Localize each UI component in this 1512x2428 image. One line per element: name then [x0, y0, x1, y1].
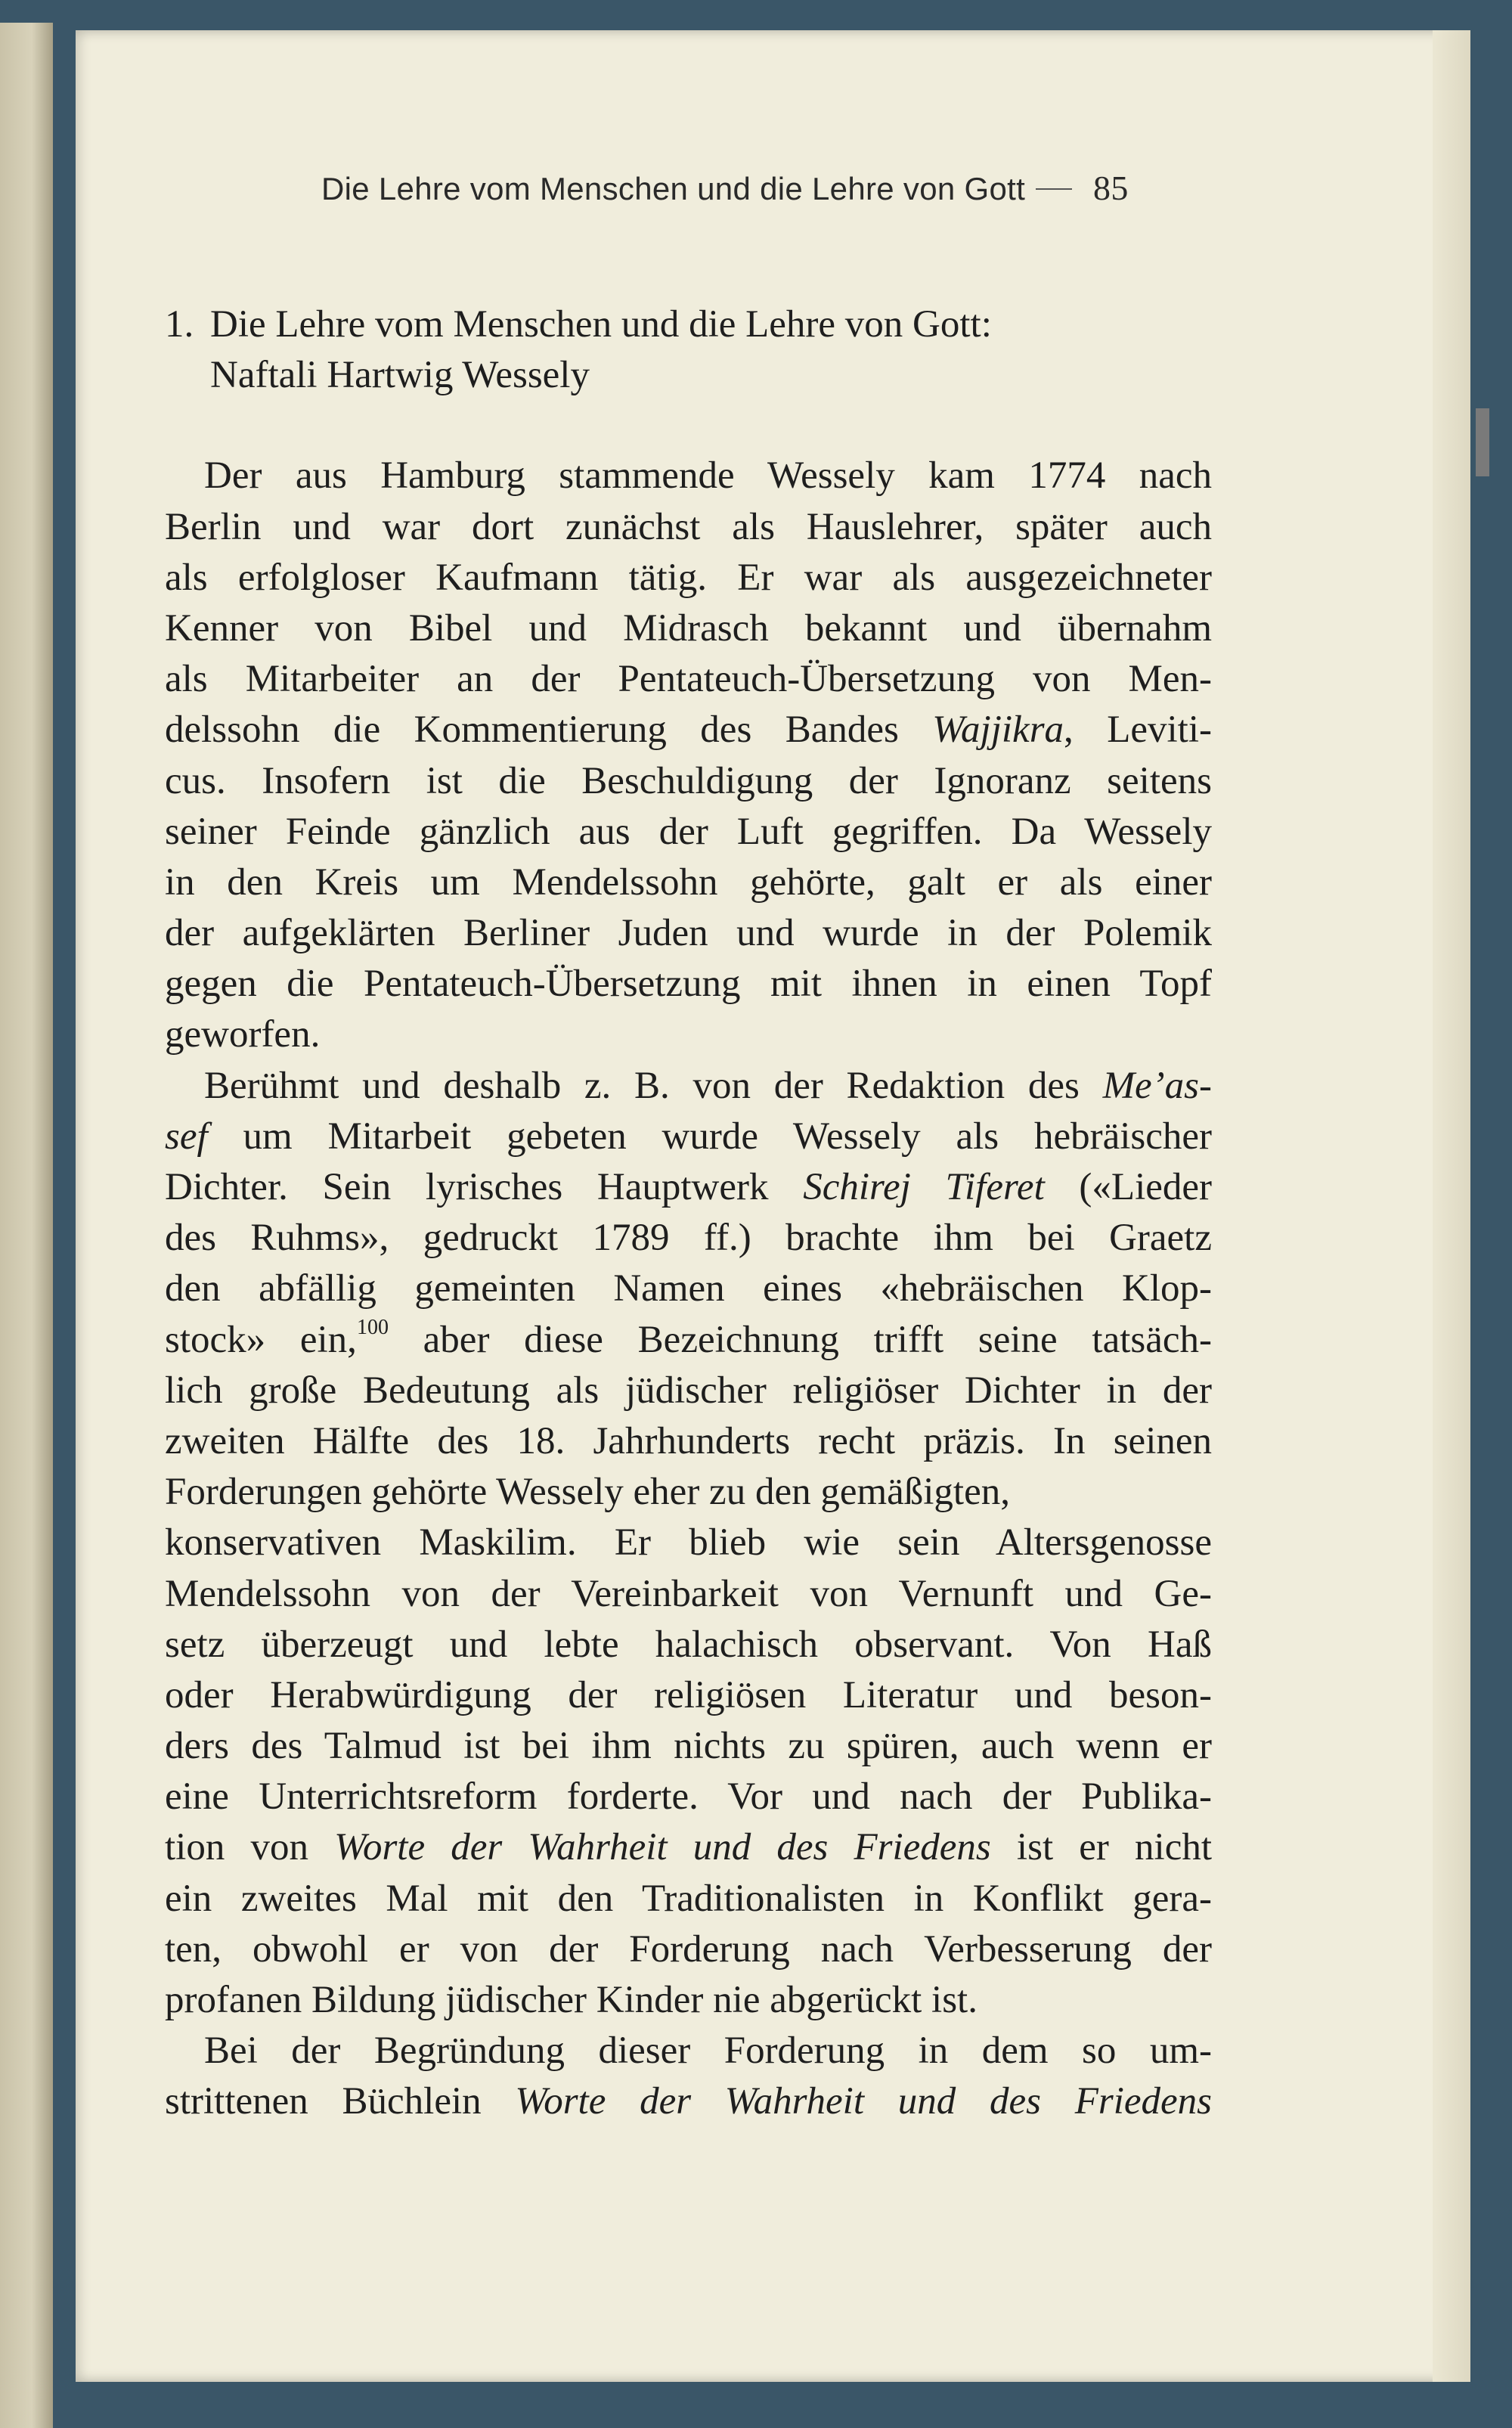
section-subtitle: Naftali Hartwig Wessely: [210, 354, 590, 397]
running-head-rule: [1036, 188, 1072, 190]
text-line: gegen die Pentateuch-Übersetzung mit ihnen in einen Topf: [165, 963, 1212, 1006]
paragraphs: [165, 451, 1212, 2127]
scan-marker: [1476, 408, 1489, 476]
text-line: ders des Talmud ist bei ihm nichts zu spüren, auch wenn er: [165, 1725, 1212, 1768]
text-line: Forderungen gehörte Wessely eher zu den gemäßigten,: [165, 1471, 1010, 1514]
previous-page-edge: [0, 23, 53, 2428]
text-line: Berlin und war dort zunächst als Hauslehrer, später auch: [165, 505, 1212, 548]
paragraph: [165, 451, 1212, 1060]
text-line: setz überzeugt und lebte halachisch observant. Von Haß: [165, 1623, 1212, 1666]
paragraph: [165, 2026, 1212, 2127]
text-line: Berühmt und deshalb z. B. von der Redaktion des Me’as-: [204, 1064, 1212, 1107]
section-heading-line-1: [165, 299, 1212, 350]
text-line: strittenen Büchlein Worte der Wahrheit und des Friedens: [165, 2080, 1212, 2123]
body-text: [165, 299, 1212, 2128]
text-line: Kenner von Bibel und Midrasch bekannt und übernahm: [165, 606, 1212, 650]
text-line: profanen Bildung jüdischer Kinder nie abgerückt ist.: [165, 1979, 978, 2022]
text-line: tion von Worte der Wahrheit und des Friedens ist er nicht: [165, 1826, 1212, 1869]
text-line: oder Herabwürdigung der religiösen Literatur und beson-: [165, 1673, 1212, 1716]
text-line: Dichter. Sein lyrisches Hauptwerk Schirej Tiferet («Lieder: [165, 1166, 1212, 1209]
text-line: ein zweites Mal mit den Traditionalisten in Konflikt gera-: [165, 1877, 1212, 1920]
text-line: sef um Mitarbeit gebeten wurde Wessely als hebräischer: [165, 1115, 1212, 1158]
text-line: Bei der Begründung dieser Forderung in dem so um-: [204, 2030, 1212, 2073]
running-head-title: Die Lehre vom Menschen und die Lehre von Gott: [321, 171, 1026, 206]
text-line: geworfen.: [165, 1013, 321, 1056]
section-title: Die Lehre vom Menschen und die Lehre von Gott:: [210, 303, 992, 346]
text-line: cus. Insofern ist die Beschuldigung der Ignoranz seitens: [165, 759, 1212, 802]
text-line: delssohn die Kommentierung des Bandes Wajjikra, Leviti-: [165, 709, 1212, 752]
text-line: eine Unterrichtsreform forderte. Vor und nach der Publika-: [165, 1775, 1212, 1819]
text-line: seiner Feinde gänzlich aus der Luft gegriffen. Da Wessely: [165, 810, 1212, 853]
text-line: als Mitarbeiter an der Pentateuch-Übersetzung von Men-: [165, 658, 1212, 701]
text-line: Der aus Hamburg stammende Wessely kam 1774 nach: [204, 454, 1212, 498]
text-line: der aufgeklärten Berliner Juden und wurde in der Polemik: [165, 912, 1212, 955]
text-line: des Ruhms», gedruckt 1789 ff.) brachte ihm bei Graetz: [165, 1217, 1212, 1260]
page-fore-edge: [1433, 30, 1470, 2382]
section-number: 1.: [165, 303, 194, 346]
paragraph: [165, 1061, 1212, 2026]
text-line: den abfällig gemeinten Namen eines «hebräischen Klop-: [165, 1267, 1212, 1310]
page-number: 85: [1093, 169, 1129, 207]
text-line: lich große Bedeutung als jüdischer religiöser Dichter in der: [165, 1369, 1212, 1412]
running-head: [321, 168, 1213, 208]
section-heading: [165, 299, 1212, 401]
text-line: Mendelssohn von der Vereinbarkeit von Vernunft und Ge-: [165, 1572, 1212, 1615]
text-line: stock» ein,$^{100}$ aber diese Bezeichnung trifft seine tatsäch-: [165, 1315, 1212, 1361]
text-line: ten, obwohl er von der Forderung nach Verbesserung der: [165, 1927, 1212, 1971]
text-line: als erfolgloser Kaufmann tätig. Er war als ausgezeichneter: [165, 556, 1212, 599]
text-line: zweiten Hälfte des 18. Jahrhunderts recht präzis. In seinen: [165, 1419, 1212, 1462]
text-line: konservativen Maskilim. Er blieb wie sein Altersgenosse: [165, 1521, 1212, 1564]
text-line: in den Kreis um Mendelssohn gehörte, galt er als einer: [165, 860, 1212, 904]
